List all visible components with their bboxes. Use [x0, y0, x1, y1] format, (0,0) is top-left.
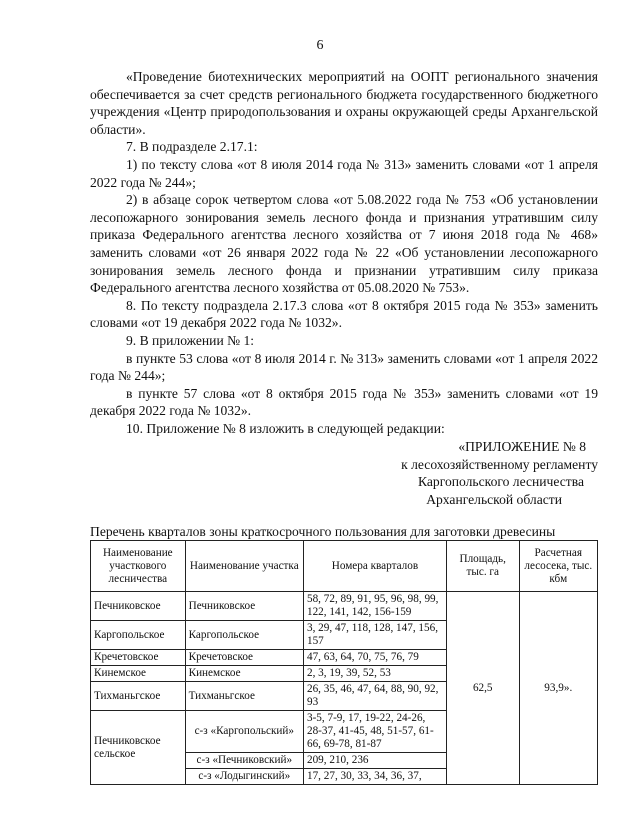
cell-forestry: Печниковское сельское — [91, 711, 186, 785]
cell-site: с-з «Лодыгинский» — [185, 769, 303, 785]
cell-harvest-total: 93,9». — [519, 592, 597, 785]
cell-quarters: 2, 3, 19, 39, 52, 53 — [303, 666, 446, 682]
appendix-line: Каргопольского лесничества — [418, 474, 584, 490]
header-harvest: Расчетная лесосека, тыс. кбм — [519, 541, 597, 592]
cell-site: Каргопольское — [185, 621, 303, 650]
header-area: Площадь, тыс. га — [446, 541, 519, 592]
cell-forestry: Кинемское — [91, 666, 186, 682]
cell-site: Печниковское — [185, 592, 303, 621]
paragraph-item-7-1: 1) по тексту слова «от 8 июля 2014 года № 313» заменить словами «от 1 апреля 2022 года № 244»; — [90, 156, 598, 190]
cell-quarters: 3, 29, 47, 118, 128, 147, 156, 157 — [303, 621, 446, 650]
table-caption: Перечень кварталов зоны краткосрочного пользования для заготовки древесины — [90, 524, 556, 539]
paragraph-item-10: 10. Приложение № 8 изложить в следующей редакции: — [126, 420, 445, 436]
page-number: 6 — [316, 38, 324, 53]
appendix-line: к лесохозяйственному регламенту — [401, 456, 598, 472]
cell-quarters: 3-5, 7-9, 17, 19-22, 24-26, 28-37, 41-45, 48, 51-57, 61-66, 69-78, 81-87 — [303, 711, 446, 753]
paragraph-quote-biotech: «Проведение биотехнических мероприятий на ООПТ регионального значения обеспечивается за счет средств регионального бюджета государственного бюджетного учреждения «Центр природопользования и охраны окружающей среды Архангельской области». — [90, 69, 598, 137]
cell-site: Тихманьгское — [185, 682, 303, 711]
cell-forestry: Печниковское — [91, 592, 186, 621]
cell-quarters: 58, 72, 89, 91, 95, 96, 98, 99, 122, 141, 142, 156-159 — [303, 592, 446, 621]
cell-quarters: 47, 63, 64, 70, 75, 76, 79 — [303, 650, 446, 666]
paragraph-item-9: 9. В приложении № 1: — [126, 332, 255, 348]
header-site: Наименование участка — [185, 541, 303, 592]
cell-area-total: 62,5 — [446, 592, 519, 785]
appendix-title: «ПРИЛОЖЕНИЕ № 8 — [458, 439, 586, 454]
paragraph-item-9-53: в пункте 53 слова «от 8 июля 2014 г. № 313» заменить словами «от 1 апреля 2022 года № 244»; — [90, 350, 598, 384]
quarters-table — [90, 540, 598, 785]
appendix-line: Архангельской области — [426, 491, 562, 507]
table-row — [91, 592, 598, 621]
paragraph-item-9-57: в пункте 57 слова «от 8 октября 2015 года № 353» заменить словами «от 19 декабря 2022 года № 1032». — [90, 385, 598, 419]
appendix-header — [340, 438, 598, 508]
paragraph-item-8: 8. По тексту подраздела 2.17.3 слова «от 8 октября 2015 года № 353» заменить словами «от 19 декабря 2022 года № 1032». — [90, 297, 598, 331]
cell-site: Кинемское — [185, 666, 303, 682]
cell-site: с-з «Печниковский» — [185, 753, 303, 769]
cell-quarters: 17, 27, 30, 33, 34, 36, 37, — [303, 769, 446, 785]
document-body — [90, 68, 598, 437]
cell-forestry: Кречетовское — [91, 650, 186, 666]
paragraph-item-7-2: 2) в абзаце сорок четвертом слова «от 5.08.2022 года № 753 «Об установлении лесопожарного зонирования земель лесного фонда и признания утратившим силу приказа Федерального агентства лесного хозяйства от 7 июня 2018 года № 468» заменить словами «от 26 января 2022 года № 22 «Об установлении лесопожарного зонирования земель лесного фонда и признании утратившим силу приказа Федерального агентства лесного хозяйства от 05.08.2020 № 753». — [90, 192, 598, 296]
header-quarters: Номера кварталов — [303, 541, 446, 592]
cell-quarters: 26, 35, 46, 47, 64, 88, 90, 92, 93 — [303, 682, 446, 711]
cell-forestry: Каргопольское — [91, 621, 186, 650]
header-forestry: Наименование участкового лесничества — [91, 541, 186, 592]
cell-site: с-з «Каргопольский» — [185, 711, 303, 753]
table-header-row — [91, 541, 598, 592]
cell-site: Кречетовское — [185, 650, 303, 666]
cell-forestry: Тихманьгское — [91, 682, 186, 711]
paragraph-item-7: 7. В подразделе 2.17.1: — [126, 139, 258, 155]
cell-quarters: 209, 210, 236 — [303, 753, 446, 769]
